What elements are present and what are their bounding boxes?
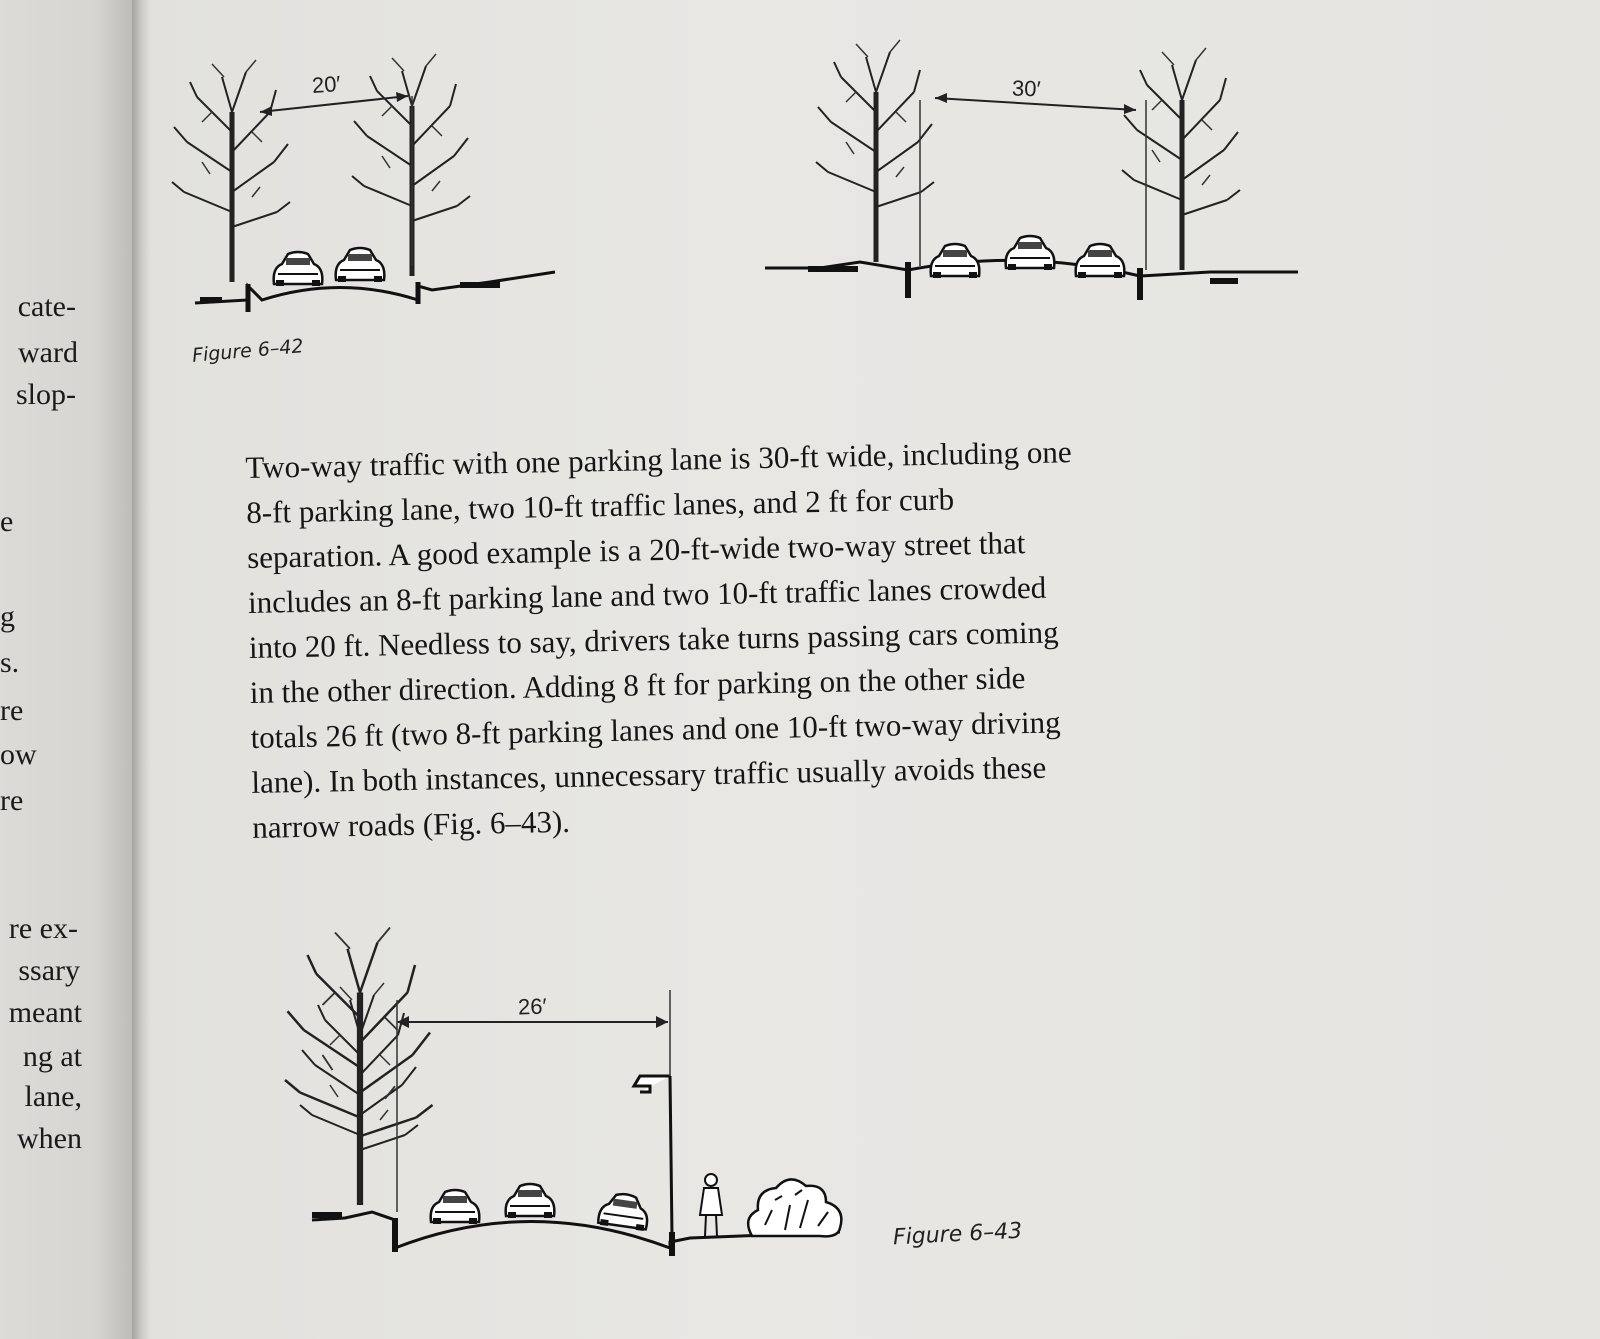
dimension-label-30ft: 30′ [1011,75,1042,102]
left-page-text: g [0,600,15,633]
paragraph-line: narrow roads (Fig. 6–43). [252,803,571,845]
paragraph-line: lane). In both instances, unnecessary traffic usually avoids these [251,749,1047,800]
left-page-text: re [0,784,24,817]
figure-caption: Figure 6–43 [892,1218,1023,1251]
car-icon [431,1190,480,1224]
paragraph-line: Two-way traffic with one parking lane is 30-ft wide, including one [245,434,1072,485]
left-page-text: ow [0,738,37,771]
car-icon [598,1191,651,1231]
left-page-text: re ex- [8,912,78,945]
shrub-icon [748,1179,841,1236]
pedestrian-icon [700,1174,722,1236]
left-page-text: s. [0,646,20,679]
left-page-text: ward [18,336,78,369]
paragraph-line: into 20 ft. Needless to say, drivers take turns passing cars coming [248,614,1059,665]
left-page-text: meant [8,996,82,1029]
car-icon [506,1184,555,1218]
left-page-text: re [0,694,24,727]
left-page-text: cate- [17,290,76,323]
left-page-text: e [0,505,14,538]
left-page-text: when [17,1122,82,1155]
left-page-text: slop- [16,378,76,411]
paragraph-line: includes an 8-ft parking lane and two 10-ft traffic lanes crowded [247,569,1047,620]
dimension-label-26ft: 26′ [517,993,548,1020]
paragraph-line: 8-ft parking lane, two 10-ft traffic lanes, and 2 ft for curb [245,481,955,530]
paragraph-line: in the other direction. Adding 8 ft for parking on the other side [249,660,1026,710]
street-lamp-icon [670,1076,672,1236]
left-page-text: ssary [18,954,80,987]
dimension-label-20ft: 20′ [311,71,342,98]
paragraph-line: totals 26 ft (two 8-ft parking lanes and one 10-ft two-way driving [250,704,1061,755]
figure-caption: Figure 6–42 [191,335,305,367]
left-page-text: ng at [22,1040,82,1073]
left-page-text: lane, [24,1080,82,1113]
paragraph-line: separation. A good example is a 20-ft-wide two-way street that [246,525,1026,575]
